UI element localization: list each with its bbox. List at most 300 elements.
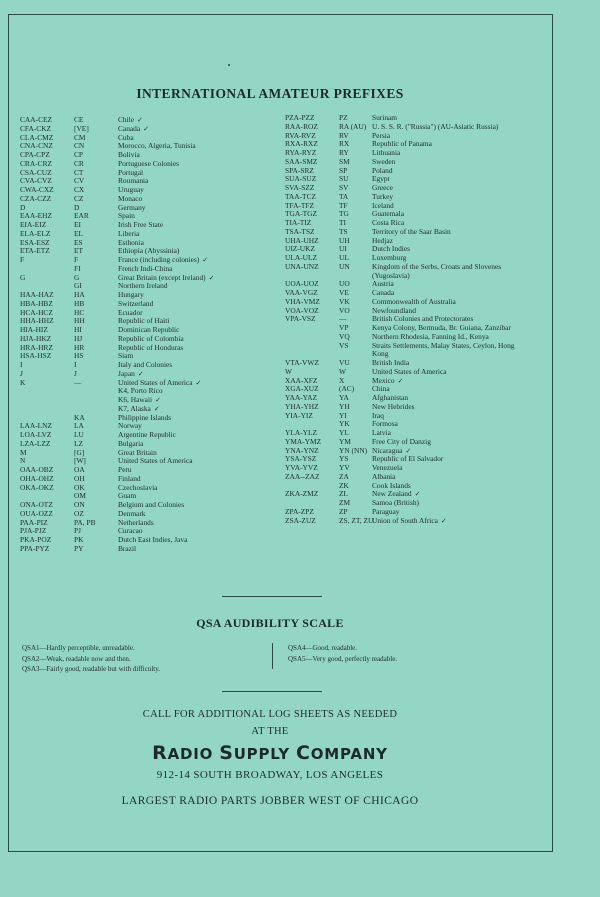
prefix: VS [339, 340, 349, 350]
call-range [20, 405, 74, 414]
call-range: HBA-HBZ [20, 298, 53, 308]
call-range: CVA-CVZ [20, 176, 52, 186]
table-row [285, 237, 535, 246]
call-range: EAA-EHZ [20, 211, 53, 221]
country-name: Persia [372, 130, 391, 140]
country-name: Guam [118, 491, 137, 501]
country-name: Hungary [118, 290, 144, 299]
table-row [20, 204, 258, 213]
country-name: Egypt [372, 174, 390, 184]
country [372, 368, 527, 377]
call-range: TSA-TSZ [285, 226, 315, 236]
qsa-divider [272, 643, 273, 669]
call-range: TIA-TIZ [285, 218, 312, 227]
prefix: UO [339, 279, 350, 289]
call-range: ETA-ETZ [20, 246, 50, 256]
call-range: J [20, 368, 23, 378]
prefix: HB [74, 298, 85, 308]
table-row [285, 140, 535, 149]
call-range: I [20, 360, 23, 369]
prefix: HJ [74, 333, 83, 343]
call-range [20, 387, 74, 396]
prefix: J [74, 368, 77, 378]
country-name: France (including colonies) [118, 255, 200, 264]
prefix: EI [74, 220, 81, 229]
country-name: Germany [118, 202, 146, 212]
country [372, 342, 527, 360]
country-name: Formosa [372, 419, 398, 429]
country-name: Peru [118, 465, 132, 474]
prefix: SV [339, 183, 349, 192]
call-range: CNA-CNZ [20, 141, 53, 151]
prefix: HA [74, 290, 85, 299]
country-name: Liberia [118, 228, 140, 238]
call-range: D [20, 202, 26, 212]
call-range: CRA-CRZ [20, 158, 53, 168]
country-name: Uruguay [118, 185, 144, 194]
call-range: ZSA-ZUZ [285, 515, 316, 525]
prefix: YH [339, 401, 350, 411]
prefix: GI [74, 281, 82, 291]
country-name: Hedjaz [372, 235, 393, 245]
call-range: YAA-YAZ [285, 393, 318, 402]
check-mark-icon: ✓ [414, 490, 421, 499]
country-name: Mexico [372, 375, 395, 385]
call-range: ESA-ESZ [20, 237, 50, 247]
country-name: Kenya Colony, Bermuda, Br. Guiana, Zanzibar [372, 323, 511, 332]
log-sheet-notice: CALL FOR ADDITIONAL LOG SHEETS AS NEEDED [142, 709, 398, 720]
prefix: EAR [74, 211, 89, 221]
call-range: CAA-CEZ [20, 115, 53, 124]
country-name: Sweden [372, 156, 396, 166]
call-range: LZA-LZZ [20, 438, 51, 448]
prefix: LA [74, 421, 84, 431]
qsa-item: QSA2—Weak, readable now and then. [22, 654, 131, 663]
call-range: OUA-OZZ [20, 508, 53, 518]
country-name: Commonwealth of Australia [372, 296, 456, 306]
country-name: Nicaragua [372, 445, 403, 455]
country-name: Portugal [118, 167, 144, 177]
prefix: CT [74, 167, 84, 177]
country-name: Straits Settlements, Malay States, Ceylon, Hong Kong [372, 340, 515, 359]
country-name: United States of America [372, 366, 447, 376]
country-name: Ethiopia (Abyssinia) [118, 246, 180, 256]
prefix: KA [74, 412, 85, 422]
divider-rule [222, 691, 322, 692]
call-range: UIZ-UKZ [285, 244, 315, 254]
country-name: Cook Islands [372, 480, 411, 490]
prefix: CP [74, 150, 84, 159]
country [372, 175, 527, 184]
prefix [74, 387, 118, 396]
prefix: ZP [339, 506, 348, 516]
call-range: HIA-HIZ [20, 325, 48, 334]
qsa-item: QSA1—Hardly perceptible, unreadable. [22, 644, 135, 652]
country-name: Republic of Honduras [118, 342, 184, 352]
prefix: UI [339, 244, 347, 254]
check-mark-icon: ✓ [440, 516, 447, 525]
call-range: LOA-LVZ [20, 430, 52, 439]
table-row [20, 457, 258, 466]
prefix: OM [74, 491, 86, 501]
country-name: Samoa (British) [372, 498, 420, 507]
country-name: United States of America [118, 377, 193, 387]
call-range: PPA-PYZ [20, 543, 50, 553]
table-row [20, 344, 258, 353]
prefix: PZ [339, 113, 348, 122]
country-name: Argentine Republic [118, 430, 176, 439]
prefix: UL [339, 253, 349, 262]
prefix: CR [74, 158, 84, 168]
call-range: VOA-VOZ [285, 305, 319, 315]
country [372, 228, 527, 237]
prefix: VO [339, 305, 350, 315]
country-name: Costa Rica [372, 218, 405, 227]
prefix: RY [339, 148, 349, 157]
country-name: Kingdom of the Serbs, Croats and Slovenes (Yugoslavia) [372, 261, 502, 280]
country [372, 263, 527, 281]
table-row [285, 184, 535, 193]
country-name: K4, Porto Rico [118, 386, 163, 396]
call-range: M [20, 447, 27, 457]
table-row [285, 210, 535, 219]
prefix: FI [74, 263, 81, 273]
qsa-item: QSA5—Very good, perfectly readable. [288, 654, 398, 663]
country-name: U. S. S. R. ("Russia") (AU-Asiatic Russia) [372, 121, 499, 131]
country-name: Czechoslavia [118, 482, 158, 492]
country-name: Netherlands [118, 517, 154, 527]
prefix: LU [74, 430, 84, 439]
country-name: New Zealand [372, 489, 412, 499]
prefix: RV [339, 130, 349, 140]
prefix [74, 396, 118, 405]
table-row [285, 412, 535, 421]
prefix: OZ [74, 508, 84, 518]
prefix: TG [339, 209, 349, 219]
table-row [285, 377, 535, 386]
prefix: YL [339, 428, 349, 437]
country-name: New Hebrides [372, 401, 415, 411]
call-range: CZA-CZZ [20, 193, 52, 203]
qsa-scale-left [22, 643, 262, 675]
country [118, 361, 258, 370]
country [372, 184, 527, 193]
call-range [285, 324, 339, 333]
prefix: YA [339, 393, 349, 402]
country-name: Northern Rhodesia, Fanning Id., Kenya [372, 331, 489, 341]
prefix: PA, PB [74, 517, 96, 527]
country-name: Venezuela [372, 463, 403, 472]
call-range: VHA-VMZ [285, 296, 320, 306]
prefix: YM [339, 436, 351, 446]
prefix: PJ [74, 526, 81, 536]
prefix: — [74, 377, 82, 387]
country-name: Newfoundland [372, 305, 416, 315]
call-range: SPA-SRZ [285, 165, 314, 175]
call-range: ELA-ELZ [20, 228, 51, 238]
country-name: Bolivia [118, 150, 140, 159]
check-mark-icon: ✓ [202, 256, 209, 264]
check-mark-icon: ✓ [155, 396, 161, 404]
country-name: Morocco, Algeria, Tunisia [118, 141, 196, 151]
call-range: PJA-PJZ [20, 526, 47, 536]
country-name: Albania [372, 471, 396, 481]
table-row [285, 420, 535, 429]
country [118, 204, 258, 213]
call-range [285, 342, 339, 360]
prefix: — [339, 314, 347, 324]
divider-rule [222, 596, 322, 597]
country-name: Iraq [372, 410, 384, 420]
country-name: United States of America [118, 456, 193, 466]
country-name: Union of South Africa [372, 515, 438, 525]
check-mark-icon: ✓ [195, 378, 202, 387]
table-row [285, 202, 535, 211]
country [372, 193, 527, 202]
prefix: YV [339, 463, 350, 472]
company-tagline: LARGEST RADIO PARTS JOBBER WEST OF CHICAGO [121, 795, 419, 807]
country-name: Free City of Danzig [372, 436, 431, 446]
country-name: Bulgaria [118, 438, 144, 448]
call-range: K [20, 377, 26, 387]
call-range: YVA-YVZ [285, 463, 318, 472]
prefix: HI [74, 325, 82, 334]
table-row [285, 228, 535, 237]
table-row [20, 125, 258, 134]
call-range: RVA-RVZ [285, 130, 316, 140]
country-name: British India [372, 358, 410, 367]
country-name: Iceland [372, 200, 394, 210]
country [118, 125, 258, 134]
country-name: Dutch Indies [372, 244, 410, 254]
call-range: HAA-HAZ [20, 290, 54, 299]
country-name: Norway [118, 421, 142, 431]
country-name: Republic of Panama [372, 139, 432, 149]
prefix: D [74, 202, 80, 212]
country-name: Esthonia [118, 237, 144, 247]
prefix: ZM [339, 498, 351, 507]
country-name: Greece [372, 183, 393, 192]
prefix: ES [74, 237, 83, 247]
country [372, 403, 527, 412]
prefix: SU [339, 174, 349, 184]
call-range: UOA-UOZ [285, 279, 319, 289]
table-row [285, 280, 535, 289]
call-range: PAA-PIZ [20, 517, 48, 527]
prefix: CM [74, 132, 86, 142]
log-sheet-notice-at: AT THE [251, 726, 289, 737]
prefix: I [74, 360, 77, 369]
prefix: [W] [74, 456, 86, 466]
prefix: F [74, 255, 79, 264]
country [372, 158, 527, 167]
call-range: CFA-CKZ [20, 123, 52, 133]
table-row [285, 175, 535, 184]
country-name: Guatemala [372, 209, 405, 219]
prefix: UH [339, 235, 350, 245]
call-range: YHA-YHZ [285, 401, 319, 411]
table-row [285, 245, 535, 254]
call-range [20, 396, 74, 405]
call-range: HSA-HSZ [20, 351, 52, 361]
prefix: HS [74, 351, 84, 361]
prefix: CV [74, 176, 85, 186]
prefix: VE [339, 288, 349, 297]
call-range: XAA-XFZ [285, 375, 318, 385]
prefix: YN (NN) [339, 445, 368, 455]
country-name: China [372, 384, 390, 394]
prefix: [G] [74, 447, 85, 457]
call-range: HJA-HKZ [20, 333, 52, 343]
call-range: YIA-YIZ [285, 410, 313, 420]
qsa-item: QSA3—Fairly good, readable but with difficulty. [22, 665, 161, 673]
call-range: N [20, 456, 26, 466]
call-range [20, 265, 74, 274]
call-range: OAA-OBZ [20, 465, 54, 474]
call-range: HHA-HHZ [20, 316, 54, 326]
prefix: ZL [339, 489, 349, 499]
call-range: UNA-UNZ [285, 261, 319, 271]
call-range: UHA-UHZ [285, 235, 319, 245]
prefix: RX [339, 139, 350, 149]
table-row [285, 167, 535, 176]
country [372, 123, 527, 132]
prefix: EL [74, 228, 84, 238]
country-name: Afghanistan [372, 393, 409, 402]
prefix: YK [339, 419, 350, 429]
country-name: Switzerland [118, 298, 154, 308]
country [372, 517, 527, 526]
country-name: Siam [118, 351, 134, 361]
table-row [285, 158, 535, 167]
prefix: CN [74, 141, 85, 151]
country [118, 536, 258, 545]
table-row [285, 403, 535, 412]
prefix: ON [74, 500, 85, 509]
prefix: TS [339, 226, 348, 236]
call-range: W [285, 366, 292, 376]
country-name: Poland [372, 165, 393, 175]
country-name: Chile [118, 115, 135, 124]
country-name: Luxemburg [372, 253, 407, 262]
table-row [20, 545, 258, 554]
company-name: RADIO SUPPLY COMPANY [152, 742, 388, 764]
company-address: 912-14 SOUTH BROADWAY, LOS ANGELES [156, 769, 384, 781]
prefix: HC [74, 307, 85, 317]
prefix: CX [74, 185, 85, 194]
call-range: PKA-POZ [20, 535, 52, 544]
prefix-table-right [285, 114, 535, 525]
call-range: CLA-CMZ [20, 132, 54, 142]
prefix: ZK [339, 480, 349, 490]
call-range: PZA-PZZ [285, 113, 315, 122]
table-row [285, 464, 535, 473]
page-title: INTERNATIONAL AMATEUR PREFIXES [136, 86, 404, 101]
call-range: YNA-YNZ [285, 445, 319, 455]
call-range: YLA-YLZ [285, 428, 318, 437]
country-name: Finland [118, 473, 141, 483]
call-range: OHA-OHZ [20, 473, 54, 483]
country [372, 280, 527, 289]
country-name: Paraguay [372, 506, 400, 516]
paper-speck [228, 64, 230, 66]
country-name: Latvia [372, 428, 391, 437]
prefix: TF [339, 200, 348, 210]
call-range: TAA-TCZ [285, 191, 317, 201]
country [372, 167, 527, 176]
call-range: ULA-ULZ [285, 253, 318, 262]
country [118, 484, 258, 493]
country-name: Great Britain (except Ireland) [118, 272, 206, 282]
country-name: Curacao [118, 526, 143, 536]
call-range: SAA-SMZ [285, 156, 318, 166]
prefix: CE [74, 115, 84, 124]
country-name: Monaco [118, 193, 143, 203]
check-mark-icon: ✓ [153, 404, 160, 413]
call-range: ZPA-ZPZ [285, 506, 314, 516]
prefix: G [74, 272, 80, 282]
call-range: ONA-OTZ [20, 500, 53, 509]
call-range: VAA-VGZ [285, 288, 318, 297]
call-range: VPA-VSZ [285, 314, 316, 324]
table-row [285, 438, 535, 447]
call-range [285, 333, 339, 342]
call-range: LAA-LNZ [20, 421, 53, 431]
country-name: Canada [118, 123, 141, 133]
call-range: SVA-SZZ [285, 183, 315, 192]
table-row [285, 193, 535, 202]
prefix: PY [74, 543, 84, 553]
country-name: Great Britain [118, 447, 157, 457]
call-range: YSA-YSZ [285, 454, 317, 464]
prefix: SM [339, 156, 350, 166]
call-range: EIA-EIZ [20, 220, 47, 229]
call-range: OKA-OKZ [20, 482, 54, 492]
prefix: [VE] [74, 123, 89, 133]
country-name: Brazil [118, 543, 137, 553]
check-mark-icon: ✓ [405, 446, 412, 455]
call-range: TGA-TGZ [285, 209, 318, 219]
prefix: SP [339, 165, 348, 175]
country [372, 420, 527, 429]
table-row [285, 499, 535, 508]
prefix: CZ [74, 193, 84, 203]
country-name: Ecuador [118, 307, 143, 317]
check-mark-icon: ✓ [137, 116, 143, 124]
call-range: CSA-CUZ [20, 167, 52, 177]
country-name: Japan [118, 368, 135, 378]
prefix: PK [74, 535, 84, 544]
country-name: Italy and Colonies [118, 360, 173, 369]
call-range: TFA-TFZ [285, 200, 315, 210]
prefix: TI [339, 218, 346, 227]
call-range: ZAA--ZAZ [285, 471, 320, 481]
prefix: UN [339, 261, 350, 271]
country-name: Spain [118, 211, 135, 221]
prefix: ET [74, 246, 84, 256]
prefix: HR [74, 342, 85, 352]
call-range: YMA-YMZ [285, 436, 322, 446]
table-row [285, 385, 535, 394]
country [118, 457, 258, 466]
call-range: VTA-VWZ [285, 358, 319, 367]
prefix: VU [339, 358, 350, 367]
call-range: F [20, 255, 25, 264]
prefix: ZS, ZT, ZU [339, 515, 374, 525]
prefix: X [339, 375, 345, 385]
call-range: RXA-RXZ [285, 139, 318, 149]
country-name: Philippine Islands [118, 412, 172, 422]
